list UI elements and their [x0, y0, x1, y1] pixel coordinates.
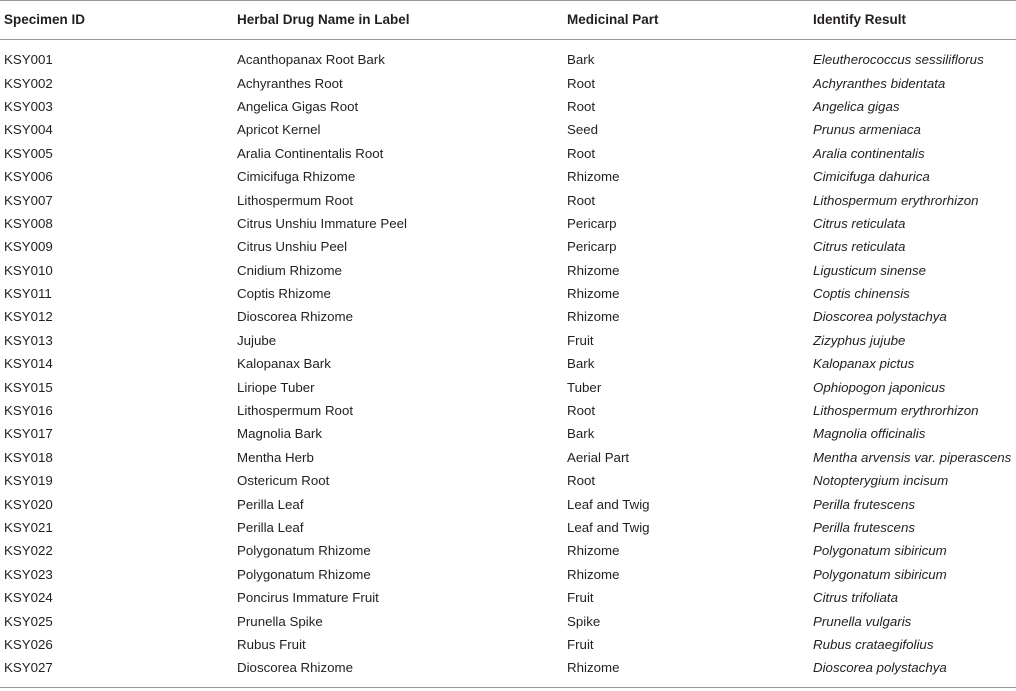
- cell-medicinal-part: Rhizome: [567, 566, 620, 582]
- cell-drug-name: Citrus Unshiu Peel: [237, 239, 348, 255]
- header-medicinal-part: Medicinal Part: [563, 0, 809, 40]
- cell-medicinal-part: Rhizome: [567, 543, 620, 559]
- cell-medicinal-part: Rhizome: [567, 660, 620, 676]
- cell-drug-name: Magnolia Bark: [237, 426, 322, 442]
- cell-drug-name: Cnidium Rhizome: [237, 262, 342, 278]
- cell-medicinal-part: Leaf and Twig: [567, 520, 650, 535]
- cell-medicinal-part: Rhizome: [567, 169, 620, 185]
- cell-identify-result: Achyranthes bidentata: [813, 75, 946, 91]
- table-row: [0, 586, 1016, 609]
- table-body: [0, 48, 1016, 680]
- cell-identify-result: Polygonatum sibiricum: [813, 543, 947, 559]
- cell-specimen-id: KSY005: [4, 145, 53, 161]
- cell-medicinal-part: Aerial Part: [567, 449, 630, 465]
- table-row: [0, 633, 1016, 656]
- cell-specimen-id: KSY007: [4, 192, 53, 208]
- cell-specimen-id: KSY024: [4, 590, 53, 606]
- cell-drug-name: Coptis Rhizome: [237, 286, 331, 302]
- cell-drug-name: Achyranthes Root: [237, 75, 343, 91]
- cell-medicinal-part: Root: [567, 192, 596, 208]
- cell-specimen-id: KSY026: [4, 636, 53, 652]
- cell-identify-result: Prunus armeniaca: [813, 122, 921, 138]
- cell-specimen-id: KSY008: [4, 215, 53, 231]
- cell-identify-result: Aralia continentalis: [813, 145, 925, 161]
- cell-medicinal-part: Bark: [567, 52, 595, 68]
- cell-medicinal-part: Rhizome: [567, 309, 620, 325]
- table-row: [0, 95, 1016, 118]
- cell-specimen-id: KSY002: [4, 75, 53, 91]
- cell-specimen-id: KSY017: [4, 426, 53, 442]
- cell-medicinal-part: Bark: [567, 426, 595, 442]
- cell-medicinal-part: Rhizome: [567, 262, 620, 278]
- header-identify-result: Identify Result: [809, 0, 1016, 40]
- header-specimen-id: Specimen ID: [0, 0, 233, 40]
- table-row: [0, 516, 1016, 539]
- cell-specimen-id: KSY006: [4, 169, 53, 185]
- cell-identify-result: Kalopanax pictus: [813, 356, 915, 372]
- table-header: [0, 0, 1016, 48]
- cell-specimen-id: KSY020: [4, 496, 53, 512]
- table-row: [0, 563, 1016, 586]
- table-row: [0, 656, 1016, 679]
- cell-specimen-id: KSY010: [4, 262, 53, 278]
- cell-medicinal-part: Fruit: [567, 590, 594, 606]
- cell-drug-name: Jujube: [237, 332, 277, 348]
- cell-drug-name: Rubus Fruit: [237, 636, 306, 652]
- cell-specimen-id: KSY015: [4, 379, 53, 395]
- cell-drug-name: Polygonatum Rhizome: [237, 543, 371, 559]
- cell-identify-result: Perilla frutescens: [813, 520, 915, 535]
- cell-identify-result: Eleutherococcus sessiliflorus: [813, 52, 984, 68]
- cell-identify-result: Dioscorea polystachya: [813, 309, 947, 325]
- cell-identify-result: Polygonatum sibiricum: [813, 566, 947, 582]
- table-row: [0, 469, 1016, 492]
- cell-medicinal-part: Rhizome: [567, 286, 620, 302]
- cell-medicinal-part: Root: [567, 403, 596, 419]
- cell-identify-result: Magnolia officinalis: [813, 426, 926, 442]
- cell-drug-name: Lithospermum Root: [237, 403, 354, 419]
- cell-medicinal-part: Root: [567, 98, 596, 114]
- cell-specimen-id: KSY009: [4, 239, 53, 255]
- cell-drug-name: Dioscorea Rhizome: [237, 660, 354, 676]
- cell-identify-result: Citrus reticulata: [813, 215, 906, 231]
- cell-drug-name: Perilla Leaf: [237, 520, 304, 535]
- cell-identify-result: Zizyphus jujube: [813, 332, 906, 348]
- cell-medicinal-part: Bark: [567, 356, 595, 372]
- cell-specimen-id: KSY001: [4, 52, 53, 68]
- cell-identify-result: Citrus trifoliata: [813, 590, 898, 606]
- cell-medicinal-part: Fruit: [567, 636, 594, 652]
- header-row: [0, 0, 1016, 40]
- cell-drug-name: Polygonatum Rhizome: [237, 566, 371, 582]
- cell-drug-name: Aralia Continentalis Root: [237, 145, 384, 161]
- cell-drug-name: Angelica Gigas Root: [237, 98, 359, 114]
- cell-identify-result: Lithospermum erythrorhizon: [813, 403, 979, 419]
- table-row: [0, 212, 1016, 235]
- cell-identify-result: Angelica gigas: [813, 98, 900, 114]
- table-row: [0, 609, 1016, 632]
- table-row: [0, 539, 1016, 562]
- cell-specimen-id: KSY004: [4, 122, 53, 138]
- cell-drug-name: Dioscorea Rhizome: [237, 309, 354, 325]
- cell-medicinal-part: Leaf and Twig: [567, 496, 650, 512]
- header-drug-name: Herbal Drug Name in Label: [233, 0, 563, 40]
- table-row: [0, 329, 1016, 352]
- cell-specimen-id: KSY019: [4, 473, 53, 489]
- cell-drug-name: Prunella Spike: [237, 613, 323, 629]
- table-row: [0, 492, 1016, 515]
- cell-drug-name: Perilla Leaf: [237, 496, 304, 512]
- cell-identify-result: Perilla frutescens: [813, 496, 915, 512]
- cell-identify-result: Coptis chinensis: [813, 286, 910, 302]
- table-row: [0, 375, 1016, 398]
- table-row: [0, 399, 1016, 422]
- table-row: [0, 142, 1016, 165]
- cell-drug-name: Apricot Kernel: [237, 122, 321, 138]
- table-row: [0, 305, 1016, 328]
- table-row: [0, 188, 1016, 211]
- cell-drug-name: Citrus Unshiu Immature Peel: [237, 215, 407, 231]
- cell-medicinal-part: Root: [567, 75, 596, 91]
- cell-drug-name: Kalopanax Bark: [237, 356, 331, 372]
- cell-identify-result: Lithospermum erythrorhizon: [813, 192, 979, 208]
- table-row: [0, 235, 1016, 258]
- table-row: [0, 282, 1016, 305]
- table-row: [0, 422, 1016, 445]
- cell-drug-name: Cimicifuga Rhizome: [237, 169, 356, 185]
- header-spacer: [0, 40, 1016, 49]
- cell-drug-name: Lithospermum Root: [237, 192, 354, 208]
- cell-specimen-id: KSY011: [4, 286, 52, 302]
- cell-identify-result: Dioscorea polystachya: [813, 660, 947, 676]
- cell-drug-name: Liriope Tuber: [237, 379, 315, 395]
- cell-identify-result: Notopterygium incisum: [813, 473, 949, 489]
- cell-specimen-id: KSY021: [4, 520, 53, 535]
- table-row: [0, 352, 1016, 375]
- table-row: [0, 71, 1016, 94]
- table-row: [0, 118, 1016, 141]
- table-row: [0, 48, 1016, 71]
- cell-drug-name: Acanthopanax Root Bark: [237, 52, 385, 68]
- cell-identify-result: Mentha arvensis var. piperascens: [813, 449, 1012, 465]
- cell-specimen-id: KSY013: [4, 332, 53, 348]
- table-row: [0, 259, 1016, 282]
- cell-medicinal-part: Pericarp: [567, 215, 617, 231]
- cell-specimen-id: KSY018: [4, 449, 53, 465]
- cell-specimen-id: KSY022: [4, 543, 53, 559]
- cell-identify-result: Rubus crataegifolius: [813, 636, 934, 652]
- table-bottom-rule: [0, 687, 1016, 688]
- cell-specimen-id: KSY027: [4, 660, 53, 676]
- cell-medicinal-part: Pericarp: [567, 239, 617, 255]
- table-row: [0, 165, 1016, 188]
- cell-medicinal-part: Spike: [567, 613, 601, 629]
- cell-drug-name: Mentha Herb: [237, 449, 314, 465]
- cell-specimen-id: KSY012: [4, 309, 53, 325]
- cell-specimen-id: KSY025: [4, 613, 53, 629]
- cell-drug-name: Poncirus Immature Fruit: [237, 590, 379, 606]
- cell-medicinal-part: Fruit: [567, 332, 594, 348]
- cell-specimen-id: KSY014: [4, 356, 53, 372]
- cell-medicinal-part: Tuber: [567, 379, 602, 395]
- cell-medicinal-part: Root: [567, 145, 596, 161]
- cell-specimen-id: KSY003: [4, 98, 53, 114]
- cell-identify-result: Citrus reticulata: [813, 239, 906, 255]
- table-row: [0, 446, 1016, 469]
- cell-specimen-id: KSY016: [4, 403, 53, 419]
- cell-identify-result: Cimicifuga dahurica: [813, 169, 930, 185]
- cell-specimen-id: KSY023: [4, 566, 53, 582]
- cell-medicinal-part: Seed: [567, 122, 599, 138]
- cell-drug-name: Ostericum Root: [237, 473, 330, 489]
- cell-identify-result: Prunella vulgaris: [813, 613, 912, 629]
- cell-medicinal-part: Root: [567, 473, 596, 489]
- cell-identify-result: Ligusticum sinense: [813, 262, 927, 278]
- cell-identify-result: Ophiopogon japonicus: [813, 379, 946, 395]
